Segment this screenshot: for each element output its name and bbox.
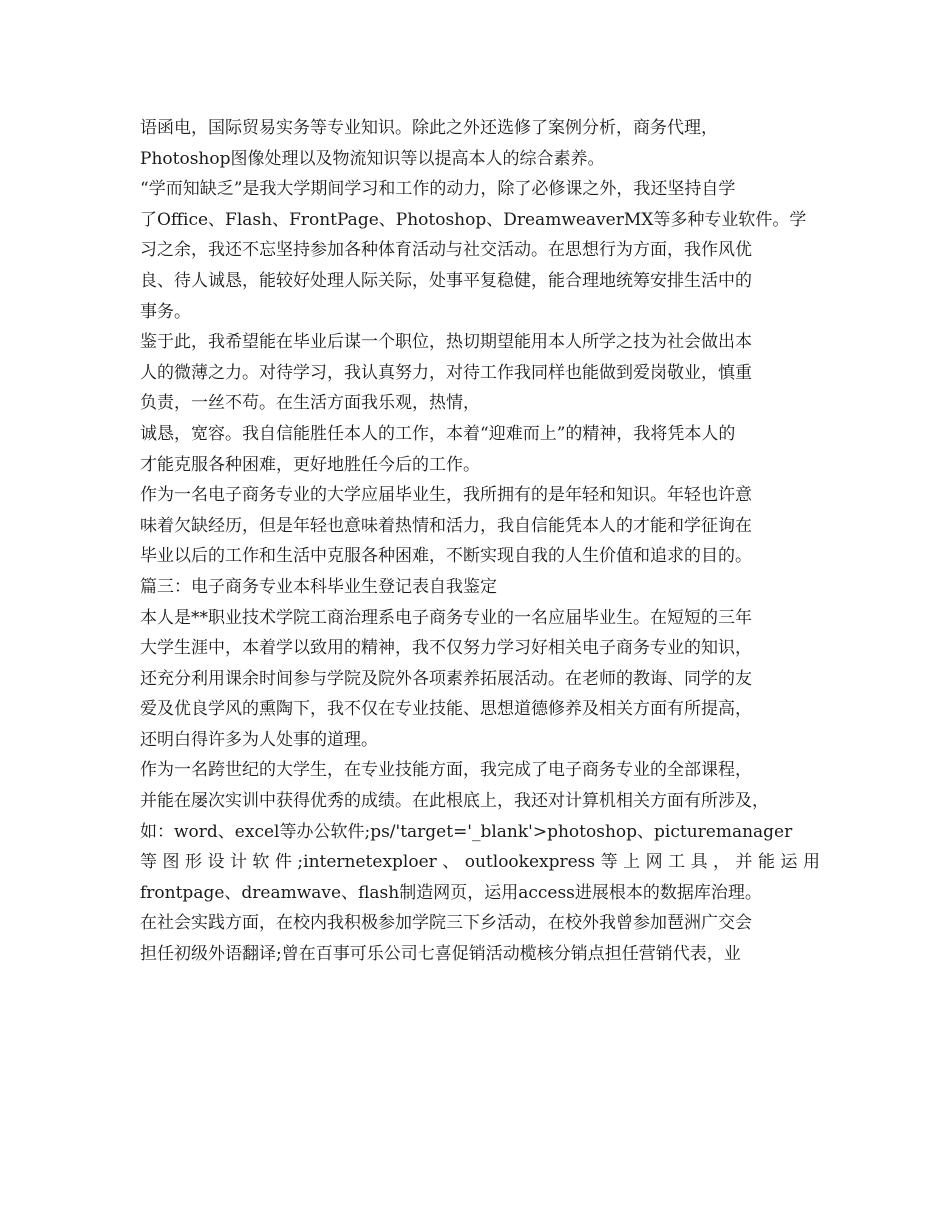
text-line: 了Office、Flash、FrontPage、Photoshop、DreamweaverMX等多种专业软件。学: [140, 209, 807, 230]
text-line: 语函电，国际贸易实务等专业知识。除此之外还选修了案例分析，商务代理，: [140, 118, 718, 138]
text-line: 鉴于此，我希望能在毕业后谋一个职位，热切期望能用本人所学之技为社会做出本: [140, 332, 752, 353]
text-line: 习之余，我还不忘坚持参加各种体育活动与社交活动。在思想行为方面，我作风优: [140, 240, 752, 261]
text-line: 在社会实践方面，在校内我积极参加学院三下乡活动，在校外我曾参加琶洲广交会: [140, 913, 752, 934]
text-line: 还充分利用课余时间参与学院及院外各项素养拓展活动。在老师的教诲、同学的友: [140, 668, 752, 689]
text-line: 味着欠缺经历，但是年轻也意味着热情和活力，我自信能凭本人的才能和学征询在: [140, 515, 752, 536]
text-line: 事务。: [140, 301, 191, 322]
text-line: 人的微薄之力。对待学习，我认真努力，对待工作我同样也能做到爱岗敬业，慎重: [140, 362, 752, 383]
text-line: 才能克服各种困难，更好地胜任今后的工作。: [140, 454, 480, 475]
text-line: 担任初级外语翻译;曾在百事可乐公司七喜促销活动榄核分销点担任营销代表，业: [140, 944, 741, 965]
text-line: 大学生涯中，本着学以致用的精神，我不仅努力学习好相关电子商务专业的知识，: [140, 638, 752, 659]
text-line: 良、待人诚恳，能较好处理人际关际，处事平复稳健，能合理地统筹安排生活中的: [140, 270, 752, 291]
section-heading: 篇三：电子商务专业本科毕业生登记表自我鉴定: [140, 576, 497, 597]
text-line: 等图形设计软件;internetexploer、outlookexpress等上网工具，并能运用: [140, 852, 820, 873]
text-line: “学而知缺乏”是我大学期间学习和工作的动力，除了必修课之外，我还坚持自学: [140, 179, 736, 200]
text-line: 并能在屡次实训中获得优秀的成绩。在此根底上，我还对计算机相关方面有所涉及，: [140, 791, 769, 812]
text-line: 作为一名电子商务专业的大学应届毕业生，我所拥有的是年轻和知识。年轻也许意: [140, 485, 752, 506]
text-line: 还明白得许多为人处事的道理。: [140, 729, 378, 750]
text-line: 作为一名跨世纪的大学生，在专业技能方面，我完成了电子商务专业的全部课程，: [140, 760, 752, 781]
document-body: [140, 113, 820, 970]
text-line: 本人是**职业技术学院工商治理系电子商务专业的一名应届毕业生。在短短的三年: [140, 607, 752, 628]
text-line: 诚恳，宽容。我自信能胜任本人的工作，本着“迎难而上”的精神，我将凭本人的: [140, 423, 736, 444]
text-line: 毕业以后的工作和生活中克服各种困难，不断实现自我的人生价值和追求的目的。: [140, 546, 752, 567]
text-line: Photoshop图像处理以及物流知识等以提高本人的综合素养。: [140, 148, 605, 169]
text-line: 如：word、excel等办公软件;ps/'target='_blank'>photoshop、picturemanager: [140, 821, 793, 842]
text-line: 爱及优良学风的熏陶下，我不仅在专业技能、思想道德修养及相关方面有所提高，: [140, 699, 752, 720]
text-line: 负责，一丝不苟。在生活方面我乐观，热情，: [140, 393, 480, 414]
text-line: frontpage、dreamwave、flash制造网页，运用access进展根本的数据库治理。: [140, 882, 762, 903]
